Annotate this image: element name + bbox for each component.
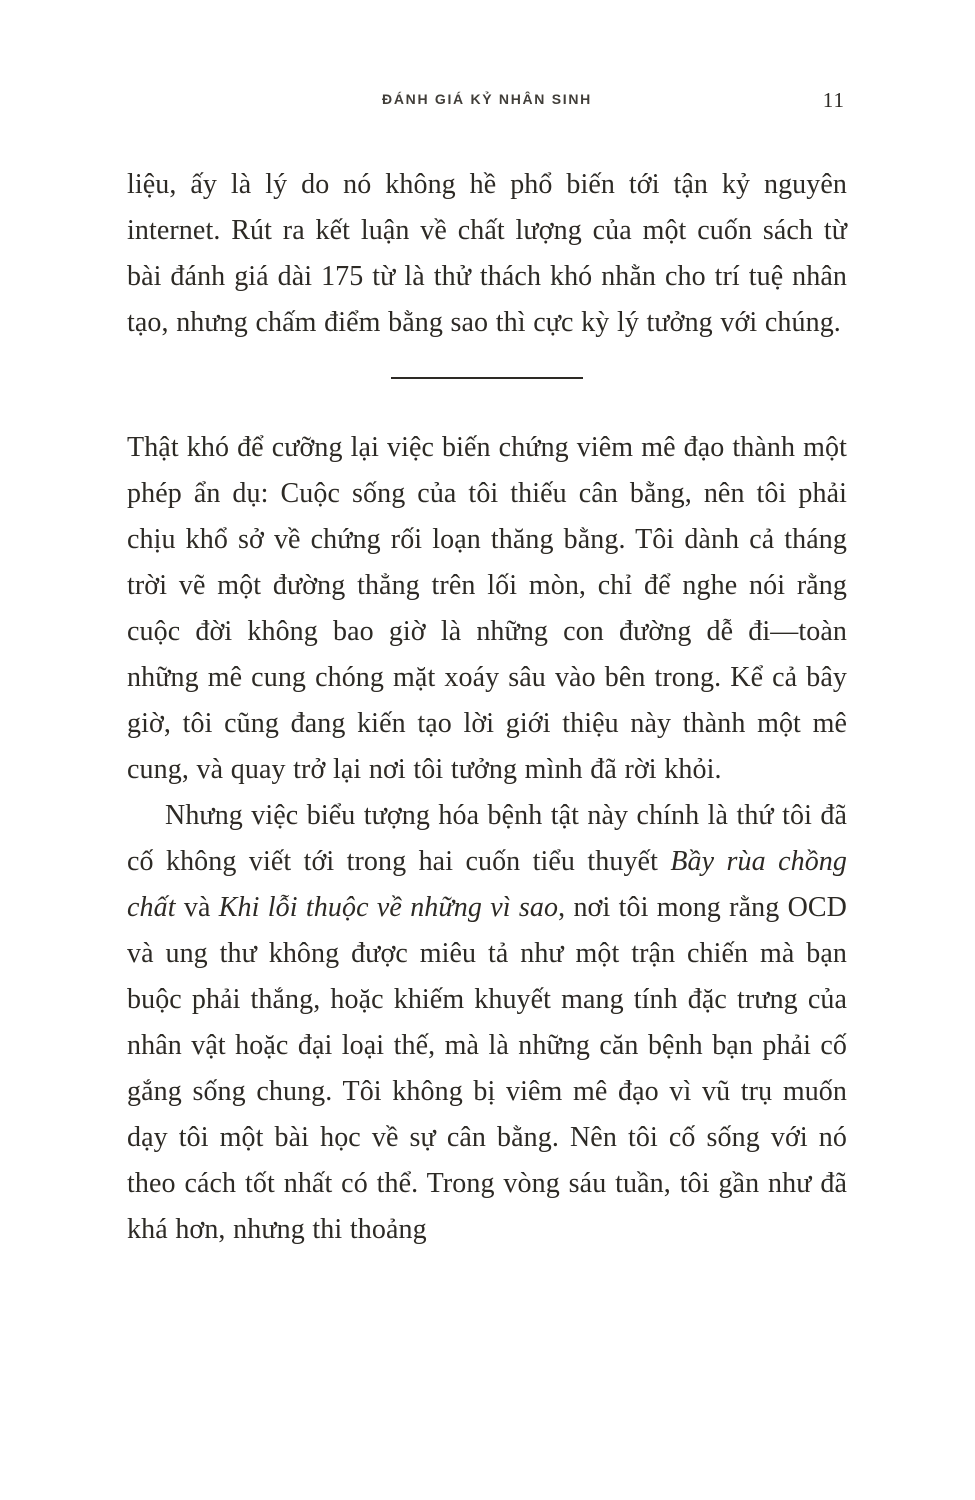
paragraph-with-book-titles: Nhưng việc biểu tượng hóa bệnh tật này chính là thứ tôi đã cố không viết tới trong hai cuốn tiểu thuyết Bầy rùa chồng chất và Khi lỗi thuộc về những vì sao, nơi tôi mong rằng OCD và ung thư không được miêu tả như một trận chiến mà bạn buộc phải thắng, hoặc khiếm khuyết mang tính đặc trưng của nhân vật hoặc đại loại thế, mà là những căn bệnh bạn phải cố gắng sống chung. Tôi không bị viêm mê đạo vì vũ trụ muốn dạy tôi một bài học về sự cân bằng. Nên tôi cố sống với nó theo cách tốt nhất có thể. Trong vòng sáu tuần, tôi gần như đã khá hơn, nhưng thi thoảng: [127, 800, 848, 1245]
paragraph-continued-from-previous-page: liệu, ấy là lý do nó không hề phổ biến tới tận kỷ nguyên internet. Rút ra kết luận về chất lượng của một cuốn sách từ bài đánh giá dài 175 từ là thử thách khó nhằn cho trí tuệ nhân tạo, nhưng chấm điểm bằng sao thì cực kỳ lý tưởng với chúng.: [127, 169, 847, 338]
page-number: 11: [822, 88, 845, 112]
section-divider: [127, 375, 847, 379]
paragraph-section-opening: Thật khó để cưỡng lại việc biến chứng viêm mê đạo thành một phép ẩn dụ: Cuộc sống của tôi thiếu cân bằng, nên tôi phải chịu khổ sở về chứng rối loạn thăng bằng. Tôi dành cả tháng trời vẽ một đường thẳng trên lối mòn, chỉ để nghe nói rằng cuộc đời không bao giờ là những con đường dễ đi—toàn những mê cung chóng mặt xoáy sâu vào bên trong. Kể cả bây giờ, tôi cũng đang kiến tạo lời giới thiệu này thành một mê cung, và quay trở lại nơi tôi tưởng mình đã rời khỏi.: [127, 432, 847, 785]
page-body-text: [127, 162, 847, 1253]
section-divider-line: [391, 377, 583, 379]
running-header: [127, 88, 847, 114]
running-header-title: ĐÁNH GIÁ KỶ NHÂN SINH: [382, 91, 592, 107]
